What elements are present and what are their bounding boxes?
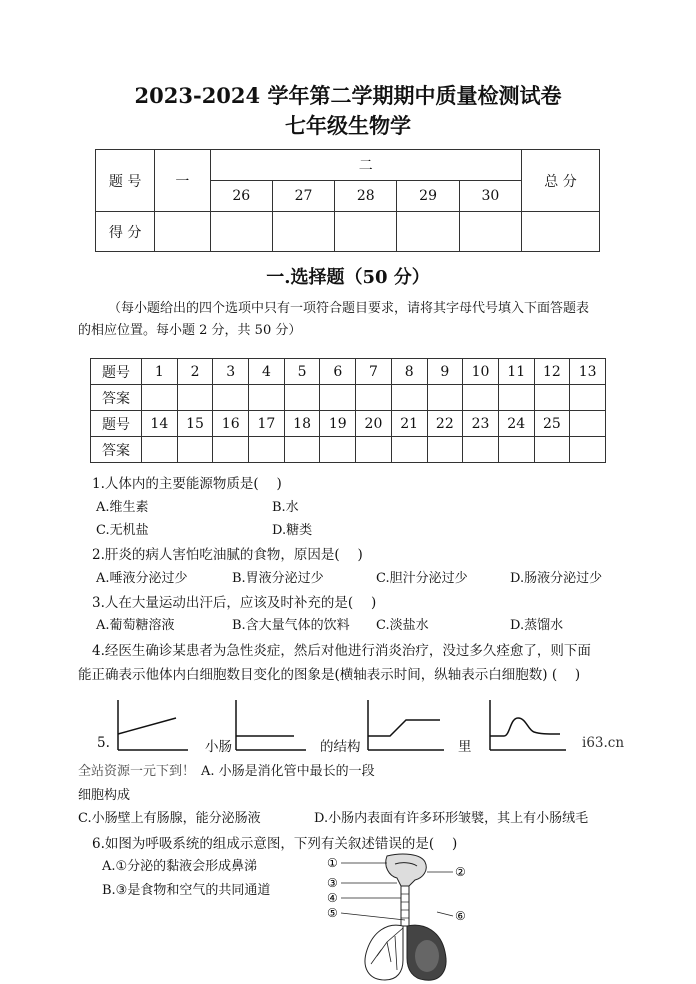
answer-input-cell[interactable] [249,437,285,463]
diagram-label-2: ② [455,865,466,879]
answer-number-cell: 17 [249,411,285,437]
score-label-defen: 得 分 [96,212,155,252]
score-label-tihao: 题 号 [96,150,155,212]
answer-number-cell: 10 [463,359,499,385]
answer-input-cell[interactable] [463,437,499,463]
answer-number-cell: 1 [142,359,178,385]
diagram-label-3: ③ [327,876,338,890]
q3-option-c[interactable]: C.淡盐水 [376,618,429,633]
answer-number-cell: 6 [320,359,356,385]
answer-label-tihao: 题号 [91,359,142,385]
diagram-label-6: ⑥ [455,909,466,923]
answer-input-cell[interactable] [534,437,570,463]
answer-number-cell: 2 [177,359,213,385]
respiratory-system-diagram [325,852,475,984]
answer-number-cell: 13 [570,359,606,385]
exam-subtitle: 七年级生物学 [285,113,411,138]
q3-stem: 3.人在大量运动出汗后，应该及时补充的是( ) [92,595,377,611]
graph-b-flat-line[interactable] [228,698,308,756]
score-cell[interactable] [522,212,600,252]
answer-label-daan: 答案 [91,385,142,411]
answer-input-cell[interactable] [498,437,534,463]
q1-option-a[interactable]: A.维生素 [96,500,149,515]
answer-input-cell[interactable] [142,437,178,463]
section-heading: 一.选择题（50 分） [266,267,430,288]
answer-input-cell[interactable] [391,385,427,411]
answer-input-cell[interactable] [391,437,427,463]
q2-option-a[interactable]: A.唾液分泌过少 [96,571,188,586]
answer-input-cell[interactable] [177,437,213,463]
answer-input-cell[interactable] [570,385,606,411]
answer-table [90,358,606,463]
answer-number-cell: 12 [534,359,570,385]
q2-option-d[interactable]: D.肠液分泌过少 [510,571,603,586]
score-cell[interactable] [335,212,397,252]
answer-input-cell[interactable] [534,385,570,411]
exam-title: 2023-2024 学年第二学期期中质量检测试卷 [134,83,562,108]
answer-number-cell: 5 [284,359,320,385]
graph-a-rising-line[interactable] [110,698,190,756]
answer-input-cell[interactable] [142,385,178,411]
q1-option-c[interactable]: C.无机盐 [96,523,149,538]
answer-number-cell: 16 [213,411,249,437]
score-cell[interactable] [210,212,272,252]
score-label-er: 二 [210,150,521,181]
answer-number-cell: 19 [320,411,356,437]
answer-input-cell[interactable] [356,437,392,463]
answer-number-cell: 24 [498,411,534,437]
diagram-label-4: ④ [327,891,338,905]
answer-number-cell: 9 [427,359,463,385]
q4-stem-line1: 4.经医生确诊某患者为急性炎症，然后对他进行消炎治疗，没过多久痊愈了，则下面 [92,643,591,659]
q5-fragment-li: 里 [458,739,472,755]
answer-label-daan: 答案 [91,437,142,463]
answer-number-cell: 8 [391,359,427,385]
score-label-total: 总 分 [522,150,600,212]
answer-input-cell[interactable] [320,437,356,463]
score-cell[interactable] [272,212,334,252]
score-cell[interactable] [397,212,459,252]
q6-stem: 6.如图为呼吸系统的组成示意图，下列有关叙述错误的是( ) [92,836,458,852]
q2-option-c[interactable]: C.胆汁分泌过少 [376,571,468,586]
score-cell[interactable] [155,212,210,252]
answer-input-cell[interactable] [213,385,249,411]
answer-number-cell [570,411,606,437]
answer-input-cell[interactable] [284,437,320,463]
q5-option-d[interactable]: D.小肠内表面有许多环形皱襞，其上有小肠绒毛 [314,811,589,826]
q5-option-c[interactable]: C.小肠壁上有肠腺，能分泌肠液 [78,811,261,826]
answer-number-cell: 20 [356,411,392,437]
answer-number-cell: 23 [463,411,499,437]
q5-option-b-cont: 细胞构成 [78,788,131,803]
answer-number-cell: 18 [284,411,320,437]
score-sub-number: 26 [210,181,272,212]
answer-input-cell[interactable] [427,437,463,463]
answer-number-cell: 22 [427,411,463,437]
answer-input-cell[interactable] [356,385,392,411]
q3-option-d[interactable]: D.蒸馏水 [510,618,564,633]
answer-input-cell[interactable] [320,385,356,411]
diagram-label-1: ① [327,856,338,870]
q4-stem-line2: 能正确表示他体内白细胞数目变化的图象是(横轴表示时间，纵轴表示白细胞数) ( ) [78,667,581,683]
q5-fragment-jiegou: 的结构 [320,739,361,755]
q2-stem: 2.肝炎的病人害怕吃油腻的食物，原因是( ) [92,547,363,563]
answer-number-cell: 4 [249,359,285,385]
q5-option-a[interactable]: A. 小肠是消化管中最长的一段 [201,764,375,779]
q1-stem: 1.人体内的主要能源物质是( ) [92,476,282,492]
q5-line2-left: 全站资源一元下到！ [78,764,196,779]
answer-input-cell[interactable] [177,385,213,411]
answer-input-cell[interactable] [284,385,320,411]
q3-option-a[interactable]: A.葡萄糖溶液 [96,618,175,633]
score-sub-number: 29 [397,181,459,212]
q6-option-a[interactable]: A.①分泌的黏液会形成鼻涕 [102,859,258,874]
q2-option-b[interactable]: B.胃液分泌过少 [232,571,324,586]
score-sub-number: 28 [335,181,397,212]
q5-fragment-xiaochang: 小肠 [205,739,232,755]
answer-number-cell: 21 [391,411,427,437]
q1-option-d[interactable]: D.糖类 [272,523,313,538]
answer-input-cell[interactable] [213,437,249,463]
answer-label-tihao: 题号 [91,411,142,437]
graph-c-step-rise[interactable] [360,698,446,756]
score-cell[interactable] [459,212,521,252]
q6-option-b[interactable]: B.③是食物和空气的共同通道 [102,883,271,898]
answer-number-cell: 15 [177,411,213,437]
q5-fragment-num: 5. [97,735,110,751]
answer-number-cell: 25 [534,411,570,437]
answer-input-cell[interactable] [463,385,499,411]
answer-input-cell[interactable] [570,437,606,463]
q3-option-b[interactable]: B.含大量气体的饮料 [232,618,350,633]
answer-input-cell[interactable] [249,385,285,411]
diagram-label-5: ⑤ [327,906,338,920]
watermark-text: i63.cn [582,735,625,751]
score-sub-number: 27 [272,181,334,212]
answer-number-cell: 7 [356,359,392,385]
score-table [95,149,600,252]
instruction-line1: （每小题给出的四个选项中只有一项符合题目要求，请将其字母代号填入下面答题表 [108,301,590,316]
instruction-line2: 的相应位置。每小题 2 分，共 50 分） [78,323,302,338]
answer-number-cell: 14 [142,411,178,437]
answer-number-cell: 11 [498,359,534,385]
answer-input-cell[interactable] [498,385,534,411]
score-sub-number: 30 [459,181,521,212]
answer-input-cell[interactable] [427,385,463,411]
score-label-yi: 一 [155,150,210,212]
answer-number-cell: 3 [213,359,249,385]
graph-d-peak-return[interactable] [482,698,568,756]
q1-option-b[interactable]: B.水 [272,500,299,515]
